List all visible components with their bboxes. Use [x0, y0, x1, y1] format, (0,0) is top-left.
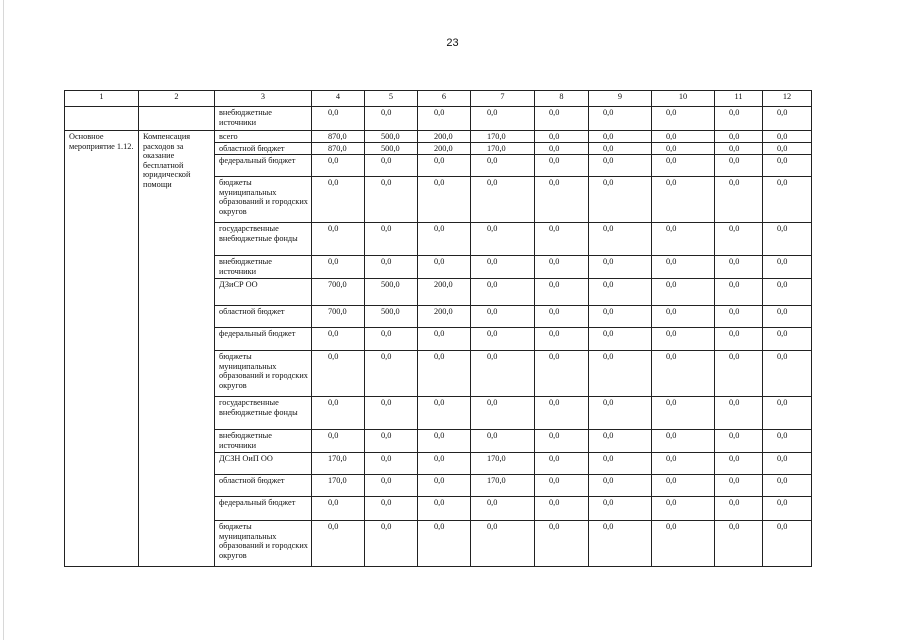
value-cell: 0,0	[763, 131, 812, 143]
funding-source-cell: областной бюджет	[215, 306, 312, 328]
value-cell: 0,0	[312, 223, 365, 256]
value-cell: 200,0	[418, 279, 471, 306]
value-cell: 0,0	[312, 497, 365, 521]
value-cell: 500,0	[365, 306, 418, 328]
value-cell: 0,0	[418, 497, 471, 521]
value-cell: 0,0	[312, 397, 365, 430]
value-cell: 0,0	[471, 306, 535, 328]
value-cell: 0,0	[715, 521, 763, 567]
value-cell: 0,0	[589, 143, 652, 155]
value-cell: 0,0	[471, 155, 535, 177]
budget-table	[64, 90, 812, 567]
value-cell: 0,0	[652, 397, 715, 430]
funding-source-cell: областной бюджет	[215, 143, 312, 155]
funding-source-cell: ДЗиСР ОО	[215, 279, 312, 306]
column-number: 4	[312, 91, 365, 107]
value-cell: 0,0	[652, 107, 715, 131]
value-cell: 0,0	[365, 155, 418, 177]
value-cell: 0,0	[535, 155, 589, 177]
value-cell: 0,0	[652, 279, 715, 306]
value-cell: 0,0	[535, 279, 589, 306]
column-number: 9	[589, 91, 652, 107]
value-cell: 500,0	[365, 143, 418, 155]
value-cell: 0,0	[715, 475, 763, 497]
funding-source-cell: всего	[215, 131, 312, 143]
value-cell: 0,0	[535, 131, 589, 143]
value-cell: 0,0	[589, 351, 652, 397]
value-cell: 0,0	[365, 328, 418, 351]
value-cell: 0,0	[715, 223, 763, 256]
value-cell: 0,0	[471, 107, 535, 131]
value-cell: 0,0	[418, 107, 471, 131]
value-cell: 0,0	[535, 107, 589, 131]
value-cell: 0,0	[652, 223, 715, 256]
value-cell: 0,0	[652, 177, 715, 223]
funding-source-cell: внебюджетные источники	[215, 430, 312, 453]
value-cell: 0,0	[535, 397, 589, 430]
value-cell: 0,0	[471, 279, 535, 306]
value-cell: 0,0	[763, 397, 812, 430]
value-cell: 0,0	[715, 143, 763, 155]
value-cell: 0,0	[715, 453, 763, 475]
value-cell: 0,0	[589, 306, 652, 328]
column-number: 6	[418, 91, 471, 107]
value-cell: 0,0	[471, 521, 535, 567]
value-cell: 0,0	[535, 497, 589, 521]
value-cell: 0,0	[589, 430, 652, 453]
value-cell: 0,0	[652, 497, 715, 521]
value-cell: 0,0	[589, 453, 652, 475]
value-cell: 0,0	[418, 453, 471, 475]
value-cell: 0,0	[589, 328, 652, 351]
empty-cell	[65, 107, 139, 131]
value-cell: 0,0	[418, 397, 471, 430]
value-cell: 0,0	[652, 475, 715, 497]
value-cell: 0,0	[312, 107, 365, 131]
value-cell: 0,0	[312, 521, 365, 567]
value-cell: 870,0	[312, 143, 365, 155]
value-cell: 0,0	[652, 155, 715, 177]
value-cell: 700,0	[312, 306, 365, 328]
value-cell: 170,0	[471, 131, 535, 143]
value-cell: 0,0	[589, 521, 652, 567]
value-cell: 0,0	[715, 155, 763, 177]
value-cell: 0,0	[652, 430, 715, 453]
value-cell: 0,0	[418, 328, 471, 351]
value-cell: 0,0	[763, 306, 812, 328]
value-cell: 0,0	[589, 131, 652, 143]
value-cell: 170,0	[312, 453, 365, 475]
value-cell: 0,0	[589, 177, 652, 223]
value-cell: 0,0	[715, 256, 763, 279]
value-cell: 0,0	[715, 177, 763, 223]
value-cell: 0,0	[652, 306, 715, 328]
value-cell: 0,0	[715, 306, 763, 328]
value-cell: 0,0	[312, 328, 365, 351]
column-number: 10	[652, 91, 715, 107]
funding-source-cell: бюджеты муниципальных образований и городских округов	[215, 351, 312, 397]
value-cell: 0,0	[471, 223, 535, 256]
column-number-row	[65, 91, 812, 107]
value-cell: 0,0	[365, 107, 418, 131]
table-row	[65, 131, 812, 143]
value-cell: 0,0	[763, 177, 812, 223]
value-cell: 0,0	[589, 279, 652, 306]
value-cell: 0,0	[535, 306, 589, 328]
value-cell: 0,0	[365, 430, 418, 453]
value-cell: 0,0	[715, 107, 763, 131]
value-cell: 0,0	[418, 351, 471, 397]
value-cell: 0,0	[763, 143, 812, 155]
value-cell: 0,0	[763, 475, 812, 497]
value-cell: 0,0	[535, 475, 589, 497]
value-cell: 0,0	[715, 397, 763, 430]
value-cell: 0,0	[535, 256, 589, 279]
value-cell: 0,0	[715, 279, 763, 306]
value-cell: 0,0	[652, 453, 715, 475]
value-cell: 0,0	[312, 351, 365, 397]
value-cell: 0,0	[763, 521, 812, 567]
value-cell: 0,0	[589, 497, 652, 521]
value-cell: 0,0	[418, 256, 471, 279]
funding-source-cell: федеральный бюджет	[215, 328, 312, 351]
page-number: 23	[446, 37, 459, 49]
value-cell: 0,0	[652, 256, 715, 279]
value-cell: 0,0	[589, 475, 652, 497]
value-cell: 0,0	[715, 351, 763, 397]
measure-description-cell: Компенсация расходов за оказание бесплатной юридической помощи	[139, 131, 215, 567]
value-cell: 700,0	[312, 279, 365, 306]
value-cell: 0,0	[652, 131, 715, 143]
value-cell: 200,0	[418, 143, 471, 155]
column-number: 1	[65, 91, 139, 107]
value-cell: 870,0	[312, 131, 365, 143]
empty-cell	[139, 107, 215, 131]
column-number: 8	[535, 91, 589, 107]
column-number: 3	[215, 91, 312, 107]
value-cell: 0,0	[763, 351, 812, 397]
value-cell: 0,0	[418, 475, 471, 497]
value-cell: 0,0	[652, 351, 715, 397]
value-cell: 0,0	[418, 430, 471, 453]
value-cell: 0,0	[715, 328, 763, 351]
value-cell: 0,0	[471, 430, 535, 453]
funding-source-cell: государственные внебюджетные фонды	[215, 223, 312, 256]
value-cell: 0,0	[763, 279, 812, 306]
value-cell: 170,0	[471, 453, 535, 475]
value-cell: 0,0	[365, 256, 418, 279]
value-cell: 0,0	[365, 223, 418, 256]
value-cell: 200,0	[418, 131, 471, 143]
value-cell: 0,0	[365, 177, 418, 223]
value-cell: 0,0	[365, 453, 418, 475]
value-cell: 0,0	[418, 155, 471, 177]
value-cell: 0,0	[715, 430, 763, 453]
funding-source-cell: федеральный бюджет	[215, 497, 312, 521]
value-cell: 500,0	[365, 279, 418, 306]
value-cell: 0,0	[763, 107, 812, 131]
value-cell: 0,0	[365, 497, 418, 521]
value-cell: 0,0	[763, 223, 812, 256]
value-cell: 0,0	[652, 143, 715, 155]
value-cell: 0,0	[471, 397, 535, 430]
value-cell: 0,0	[589, 256, 652, 279]
value-cell: 0,0	[763, 256, 812, 279]
funding-source-cell: внебюджетные источники	[215, 107, 312, 131]
column-number: 5	[365, 91, 418, 107]
measure-name-cell: Основное мероприятие 1.12.	[65, 131, 139, 567]
value-cell: 0,0	[365, 397, 418, 430]
column-number: 2	[139, 91, 215, 107]
value-cell: 0,0	[418, 223, 471, 256]
page-edge-line	[3, 0, 4, 640]
value-cell: 0,0	[763, 430, 812, 453]
value-cell: 0,0	[763, 328, 812, 351]
value-cell: 0,0	[715, 497, 763, 521]
funding-source-cell: государственные внебюджетные фонды	[215, 397, 312, 430]
value-cell: 0,0	[312, 430, 365, 453]
value-cell: 0,0	[589, 223, 652, 256]
funding-source-cell: ДСЗН ОиП ОО	[215, 453, 312, 475]
value-cell: 0,0	[312, 177, 365, 223]
funding-source-cell: бюджеты муниципальных образований и городских округов	[215, 521, 312, 567]
funding-source-cell: федеральный бюджет	[215, 155, 312, 177]
value-cell: 0,0	[652, 328, 715, 351]
value-cell: 0,0	[535, 521, 589, 567]
value-cell: 0,0	[763, 155, 812, 177]
value-cell: 170,0	[471, 475, 535, 497]
value-cell: 0,0	[418, 177, 471, 223]
value-cell: 0,0	[365, 521, 418, 567]
value-cell: 0,0	[471, 497, 535, 521]
value-cell: 0,0	[418, 521, 471, 567]
value-cell: 0,0	[535, 351, 589, 397]
value-cell: 0,0	[535, 143, 589, 155]
value-cell: 170,0	[471, 143, 535, 155]
value-cell: 0,0	[365, 475, 418, 497]
funding-source-cell: областной бюджет	[215, 475, 312, 497]
value-cell: 0,0	[471, 177, 535, 223]
value-cell: 0,0	[589, 155, 652, 177]
value-cell: 0,0	[535, 223, 589, 256]
table-row	[65, 107, 812, 131]
value-cell: 0,0	[471, 328, 535, 351]
value-cell: 0,0	[535, 177, 589, 223]
value-cell: 500,0	[365, 131, 418, 143]
value-cell: 0,0	[763, 453, 812, 475]
column-number: 12	[763, 91, 812, 107]
value-cell: 0,0	[763, 497, 812, 521]
budget-table-body	[65, 91, 812, 567]
value-cell: 0,0	[535, 430, 589, 453]
value-cell: 0,0	[535, 453, 589, 475]
value-cell: 0,0	[312, 256, 365, 279]
value-cell: 0,0	[365, 351, 418, 397]
value-cell: 170,0	[312, 475, 365, 497]
funding-source-cell: внебюджетные источники	[215, 256, 312, 279]
value-cell: 0,0	[471, 256, 535, 279]
value-cell: 0,0	[471, 351, 535, 397]
value-cell: 0,0	[589, 107, 652, 131]
value-cell: 0,0	[652, 521, 715, 567]
value-cell: 200,0	[418, 306, 471, 328]
column-number: 7	[471, 91, 535, 107]
value-cell: 0,0	[535, 328, 589, 351]
value-cell: 0,0	[589, 397, 652, 430]
value-cell: 0,0	[312, 155, 365, 177]
column-number: 11	[715, 91, 763, 107]
value-cell: 0,0	[715, 131, 763, 143]
funding-source-cell: бюджеты муниципальных образований и городских округов	[215, 177, 312, 223]
